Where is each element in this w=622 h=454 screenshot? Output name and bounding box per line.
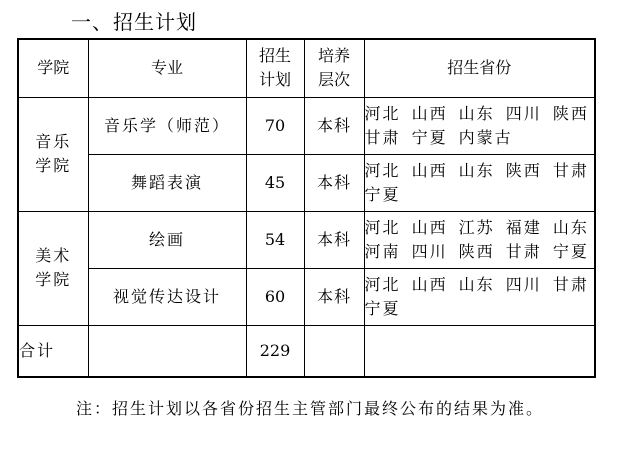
table-row	[18, 154, 595, 211]
provinces-cell: 河北 山西 山东 四川 甘肃 宁夏	[364, 268, 595, 325]
header-level: 培养 层次	[304, 39, 364, 97]
level-cell: 本科	[304, 154, 364, 211]
total-provinces-empty	[364, 325, 595, 377]
total-major-empty	[88, 325, 246, 377]
major-cell: 舞蹈表演	[88, 154, 246, 211]
provinces-cell: 河北 山西 江苏 福建 山东 河南 四川 陕西 甘肃 宁夏	[364, 211, 595, 268]
level-cell: 本科	[304, 97, 364, 154]
enrollment-plan-table	[17, 38, 596, 378]
level-cell: 本科	[304, 268, 364, 325]
level-cell: 本科	[304, 211, 364, 268]
plan-cell: 60	[246, 268, 304, 325]
provinces-cell: 河北 山西 山东 四川 陕西 甘肃 宁夏 内蒙古	[364, 97, 595, 154]
major-cell: 音乐学（师范）	[88, 97, 246, 154]
college-cell-music: 音乐 学院	[18, 97, 88, 211]
table-row	[18, 97, 595, 154]
header-provinces: 招生省份	[364, 39, 595, 97]
plan-cell: 70	[246, 97, 304, 154]
total-level-empty	[304, 325, 364, 377]
major-cell: 绘画	[88, 211, 246, 268]
table-row	[18, 211, 595, 268]
header-plan: 招生 计划	[246, 39, 304, 97]
major-cell: 视觉传达设计	[88, 268, 246, 325]
provinces-cell: 河北 山西 山东 陕西 甘肃 宁夏	[364, 154, 595, 211]
plan-cell: 45	[246, 154, 304, 211]
college-cell-art: 美术 学院	[18, 211, 88, 325]
total-row	[18, 325, 595, 377]
plan-cell: 54	[246, 211, 304, 268]
table-row	[18, 268, 595, 325]
table-header-row	[18, 39, 595, 97]
footnote: 注：招生计划以各省份招生主管部门最终公布的结果为准。	[76, 399, 545, 418]
total-plan: 229	[246, 325, 304, 377]
header-college: 学院	[18, 39, 88, 97]
total-label: 合计	[18, 325, 88, 377]
header-major: 专业	[88, 39, 246, 97]
section-heading: 一、招生计划	[71, 10, 197, 34]
